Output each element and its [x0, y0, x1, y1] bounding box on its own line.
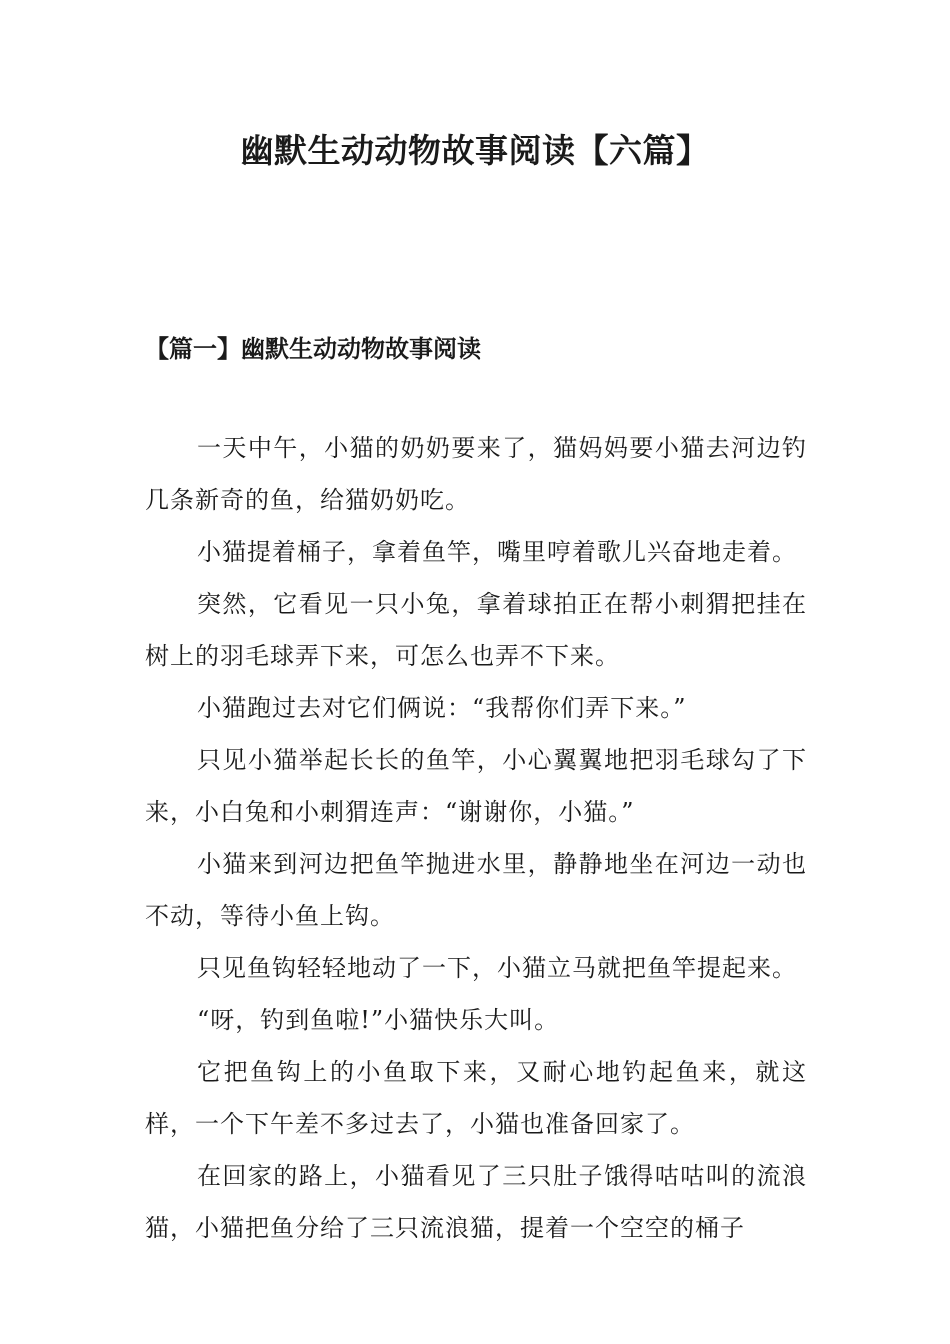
paragraph: 在回家的路上，小猫看见了三只肚子饿得咕咕叫的流浪猫，小猫把鱼分给了三只流浪猫，提着一个空空的桶子	[145, 1162, 807, 1242]
paragraph: 只见小猫举起长长的鱼竿，小心翼翼地把羽毛球勾了下来，小白兔和小刺猬连声：“谢谢你，小猫。”	[145, 746, 807, 826]
document-title: 幽默生动动物故事阅读【六篇】	[240, 131, 710, 170]
paragraph: 小猫提着桶子，拿着鱼竿，嘴里哼着歌儿兴奋地走着。	[197, 538, 797, 566]
paragraph: “呀，钓到鱼啦!”小猫快乐大叫。	[197, 1006, 560, 1034]
section-heading: 【篇一】幽默生动动物故事阅读	[145, 334, 481, 363]
story-body	[145, 422, 807, 1254]
paragraph: 小猫来到河边把鱼竿抛进水里，静静地坐在河边一动也不动，等待小鱼上钩。	[145, 850, 807, 930]
paragraph: 一天中午，小猫的奶奶要来了，猫妈妈要小猫去河边钓几条新奇的鱼，给猫奶奶吃。	[145, 434, 807, 514]
paragraph: 它把鱼钩上的小鱼取下来，又耐心地钓起鱼来，就这样，一个下午差不多过去了，小猫也准备回家了。	[145, 1058, 807, 1138]
paragraph: 小猫跑过去对它们俩说：“我帮你们弄下来。”	[197, 694, 687, 722]
paragraph: 突然，它看见一只小兔，拿着球拍正在帮小刺猬把挂在树上的羽毛球弄下来，可怎么也弄不下来。	[145, 590, 807, 670]
paragraph: 只见鱼钩轻轻地动了一下，小猫立马就把鱼竿提起来。	[197, 954, 797, 982]
